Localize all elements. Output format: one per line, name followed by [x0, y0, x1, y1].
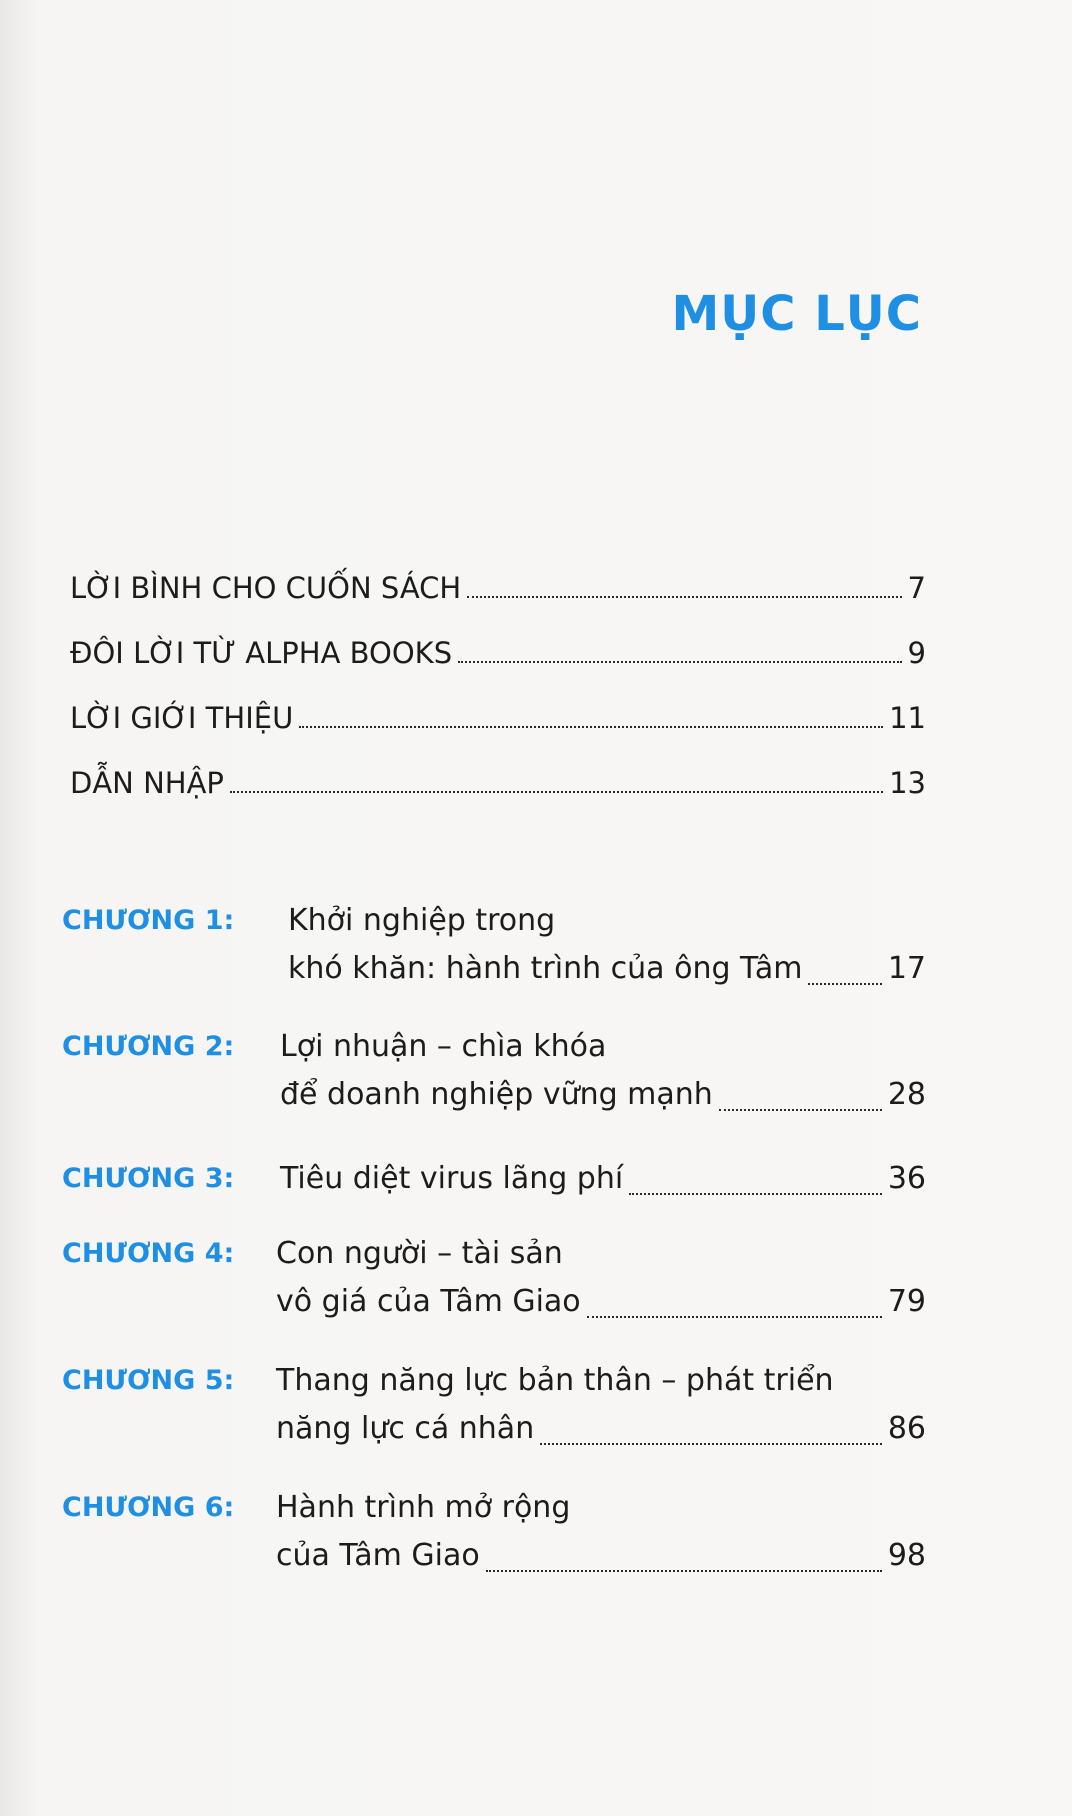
chapter-title-line2-row	[280, 1155, 926, 1203]
toc-entry-page: 11	[889, 701, 926, 735]
chapter-body	[280, 1023, 926, 1119]
chapter-label: CHƯƠNG 3:	[62, 1163, 235, 1194]
dot-leader	[587, 1316, 882, 1318]
chapter-title-line1: Hành trình mở rộng	[276, 1490, 571, 1525]
dot-leader	[486, 1570, 882, 1572]
dot-leader	[458, 661, 901, 663]
chapter-title-line2-row	[276, 1405, 926, 1453]
chapter-title-line2-row	[288, 945, 926, 993]
chapter-body	[276, 1357, 926, 1453]
dot-leader	[299, 726, 883, 728]
toc-entry	[70, 761, 926, 801]
chapter-page: 36	[887, 1161, 926, 1196]
chapter-label: CHƯƠNG 1:	[62, 905, 235, 936]
chapter-body	[276, 1230, 926, 1326]
chapter-label: CHƯƠNG 2:	[62, 1031, 235, 1062]
toc-entry	[70, 631, 926, 671]
chapter-entry	[62, 897, 926, 997]
chapter-page: 79	[887, 1284, 926, 1319]
chapter-title-line2-row	[276, 1532, 926, 1580]
toc-entry-page: 7	[907, 571, 926, 605]
chapter-body	[280, 1155, 926, 1203]
dot-leader	[540, 1443, 882, 1445]
chapter-title-line2-row	[276, 1278, 926, 1326]
chapter-title-line1: Thang năng lực bản thân – phát triển	[276, 1363, 834, 1398]
chapter-entry	[62, 1357, 926, 1457]
dot-leader	[808, 983, 881, 985]
chapter-title-line2: của Tâm Giao	[276, 1538, 480, 1573]
toc-entry-label: ĐÔI LỜI TỪ ALPHA BOOKS	[70, 636, 453, 670]
chapter-title-line1: Khởi nghiệp trong	[288, 903, 556, 938]
chapter-page: 86	[887, 1411, 926, 1446]
chapter-title-line2: khó khăn: hành trình của ông Tâm	[288, 951, 803, 986]
toc-entry-label: LỜI GIỚI THIỆU	[70, 701, 294, 735]
chapter-title: Tiêu diệt virus lãng phí	[280, 1161, 624, 1196]
chapter-title-line1: Lợi nhuận – chìa khóa	[280, 1029, 607, 1064]
toc-entry-label: LỜI BÌNH CHO CUỐN SÁCH	[70, 571, 462, 605]
toc-entry-page: 13	[889, 766, 926, 800]
toc-entry-page: 9	[907, 636, 926, 670]
toc-entry	[70, 696, 926, 736]
chapter-label: CHƯƠNG 6:	[62, 1492, 235, 1523]
chapter-page: 98	[887, 1538, 926, 1573]
dot-leader	[230, 791, 883, 793]
chapter-title-line2: vô giá của Tâm Giao	[276, 1284, 581, 1319]
chapter-title-line2: để doanh nghiệp vững mạnh	[280, 1077, 713, 1112]
dot-leader	[629, 1193, 882, 1195]
chapter-body	[276, 1484, 926, 1580]
chapter-label: CHƯƠNG 5:	[62, 1365, 235, 1396]
dot-leader	[719, 1109, 882, 1111]
page-title: MỤC LỤC	[671, 286, 922, 342]
chapter-entry	[62, 1023, 926, 1123]
chapter-title-line2-row	[280, 1071, 926, 1119]
chapter-title-line2: năng lực cá nhân	[276, 1411, 535, 1446]
chapter-page: 28	[887, 1077, 926, 1112]
chapter-title-line1: Con người – tài sản	[276, 1236, 563, 1271]
dot-leader	[467, 596, 901, 598]
toc-entry-label: DẪN NHẬP	[70, 766, 224, 800]
chapter-entry	[62, 1155, 926, 1207]
chapter-label: CHƯƠNG 4:	[62, 1238, 235, 1269]
chapter-page: 17	[887, 951, 926, 986]
chapter-body	[288, 897, 926, 993]
chapter-entry	[62, 1230, 926, 1330]
toc-entry	[70, 566, 926, 606]
chapter-entry	[62, 1484, 926, 1584]
